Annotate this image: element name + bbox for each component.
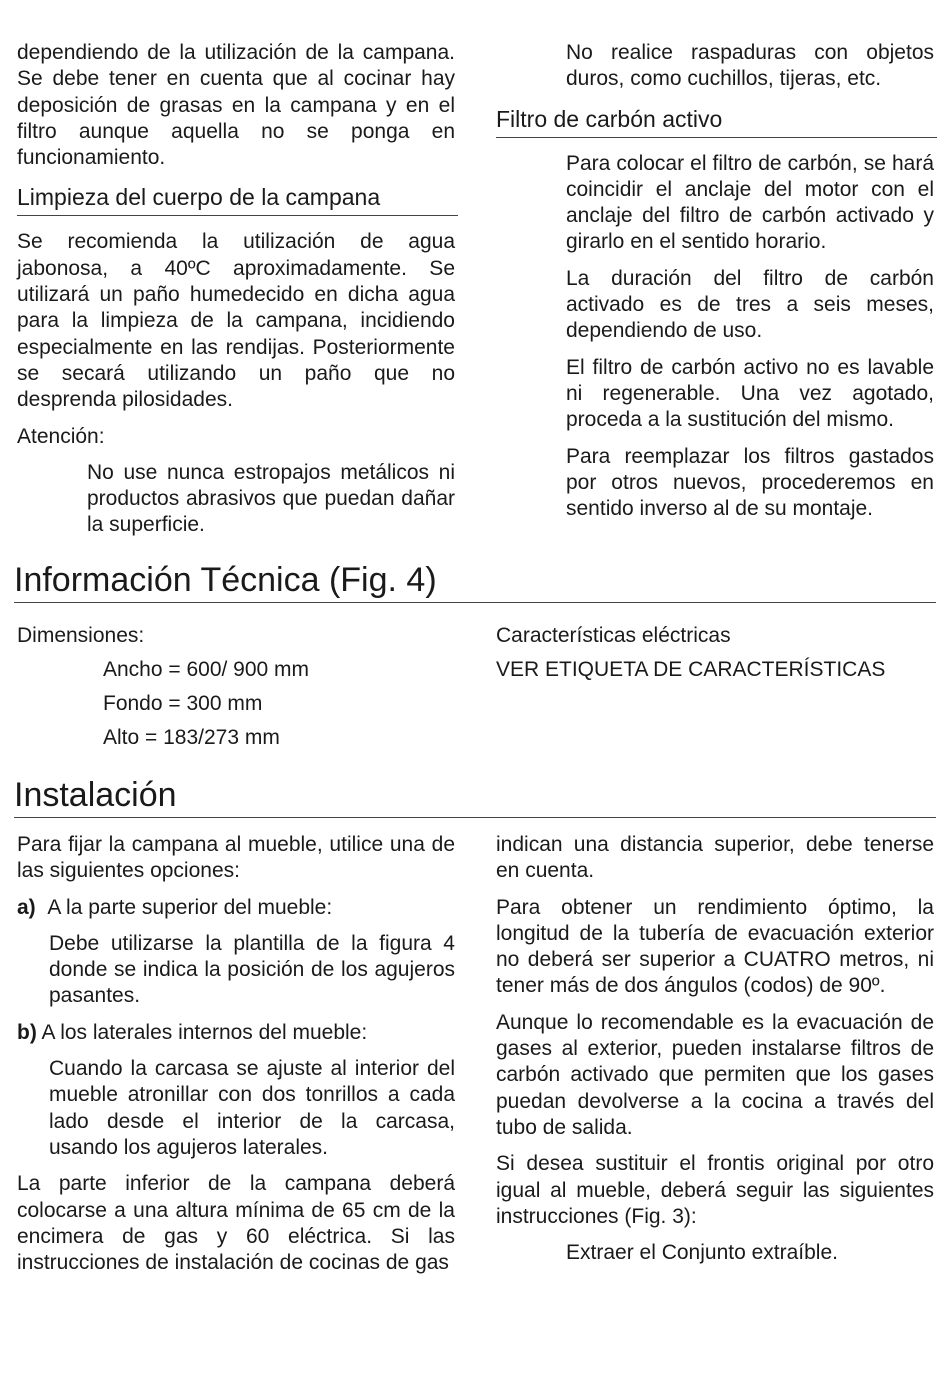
dimension-ancho: Ancho = 600/ 900 mm	[103, 658, 310, 681]
install-left-column	[17, 832, 455, 1276]
top-left-column	[17, 40, 455, 539]
option-b-label: A los laterales internos del mueble:	[41, 1020, 368, 1044]
paragraph: Para reemplazar los filtros gastados por otros nuevos, procederemos en sentido inverso al de su montaje.	[566, 444, 934, 521]
paragraph: El filtro de carbón activo no es lavable ni regenerable. Una vez agotado, proceda a la sustitución del mismo.	[566, 355, 934, 432]
dimensions-label: Dimensiones:	[17, 624, 145, 647]
paragraph: Para fijar la campana al mueble, utilice una de las siguientes opciones:	[17, 833, 455, 883]
paragraph: Para obtener un rendimiento óptimo, la longitud de la tubería de evacuación exterior no deberá ser superior a CUATRO metros, ni tener más de dos ángulos (codos) de 90º.	[496, 895, 934, 998]
paragraph: No realice raspaduras con objetos duros, como cuchillos, tijeras, etc.	[566, 41, 934, 91]
electrical-label: Características eléctricas	[496, 624, 731, 647]
section-title-tech-info: Información Técnica (Fig. 4)	[14, 560, 936, 603]
section-heading-filtro-carbon: Filtro de carbón activo	[496, 105, 937, 138]
paragraph: indican una distancia superior, debe tenerse en cuenta.	[496, 833, 934, 883]
option-b-text: Cuando la carcasa se ajuste al interior del mueble atronillar con dos tonrillos a cada lado desde el interior de la carcasa, usando los agujeros laterales.	[49, 1057, 455, 1159]
option-a-text: Debe utilizarse la plantilla de la figura 4 donde se indica la posición de los agujeros pasantes.	[49, 931, 455, 1008]
electrical-value: VER ETIQUETA DE CARACTERÍSTICAS	[496, 658, 886, 681]
option-b	[17, 1020, 455, 1046]
section-title-installation: Instalación	[14, 775, 936, 818]
option-a-marker: a)	[17, 895, 36, 919]
top-right-column	[496, 40, 934, 522]
paragraph: Si desea sustituir el frontis original por otro igual al mueble, deberá seguir las siguientes instrucciones (Fig. 3):	[496, 1152, 934, 1228]
attention-text: No use nunca estropajos metálicos ni productos abrasivos que puedan dañar la superficie.	[87, 460, 455, 537]
option-a-label: A la parte superior del mueble:	[47, 895, 333, 919]
section-heading-limpieza: Limpieza del cuerpo de la campana	[17, 183, 458, 216]
option-b-marker: b)	[17, 1020, 37, 1044]
install-right-column	[496, 832, 934, 1266]
dimension-alto: Alto = 183/273 mm	[103, 726, 280, 749]
paragraph: dependiendo de la utilización de la campana. Se debe tener en cuenta que al cocinar hay deposición de grasas en la campana y en el filtro aunque aquella no se ponga en funcionamiento.	[17, 41, 455, 170]
paragraph: Para colocar el filtro de carbón, se hará coincidir el anclaje del motor con el anclaje del filtro de carbón activado y girarlo en el sentido horario.	[566, 151, 934, 254]
option-a	[17, 895, 455, 921]
attention-label: Atención:	[17, 424, 105, 448]
paragraph: Extraer el Conjunto extraíble.	[566, 1241, 838, 1265]
paragraph: La parte inferior de la campana deberá colocarse a una altura mínima de 65 cm de la encimera de gas y 60 eléctrica. Si las instrucciones de instalación de cocinas de gas	[17, 1172, 455, 1275]
paragraph: Se recomienda la utilización de agua jabonosa, a 40ºC aproximadamente. Se utilizará un paño humedecido en dicha agua para la limpieza de la campana, incidiendo especialmente en las rendijas. Posteriormente se secará utilizando un paño que no desprenda pilosidades.	[17, 230, 455, 412]
paragraph: Aunque lo recomendable es la evacuación de gases al exterior, pueden instalarse filtros de carbón activado que permiten que los gases puedan devolverse a la cocina a través del tubo de salida.	[496, 1010, 934, 1139]
paragraph: La duración del filtro de carbón activado es de tres a seis meses, dependiendo de uso.	[566, 266, 934, 343]
dimension-fondo: Fondo = 300 mm	[103, 692, 263, 715]
